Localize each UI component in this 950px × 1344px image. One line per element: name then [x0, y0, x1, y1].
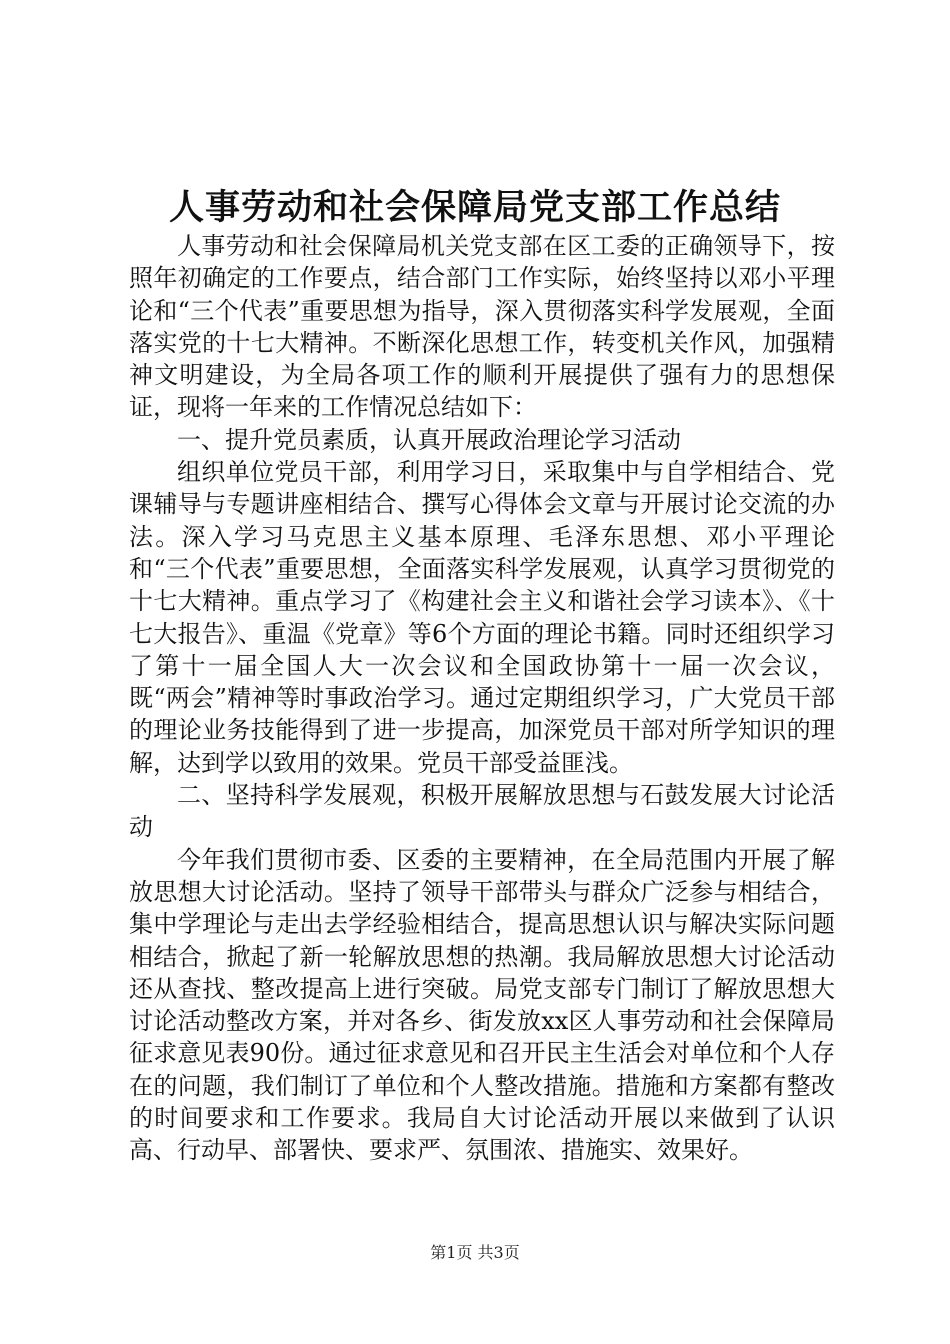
- page-footer: 第1页 共3页: [430, 1243, 520, 1262]
- section-heading-2: 二、坚持科学发展观，积极开展解放思想与石鼓发展大讨论活动: [129, 781, 835, 842]
- document-title: 人事劳动和社会保障局党支部工作总结: [168, 187, 781, 228]
- intro-paragraph: 人事劳动和社会保障局机关党支部在区工委的正确领导下，按照年初确定的工作要点，结合部门工作实际，始终坚持以邓小平理论和“三个代表”重要思想为指导，深入贯彻落实科学发展观，全面落实党的十七大精神。不断深化思想工作，转变机关作风，加强精神文明建设，为全局各项工作的顺利开展提供了强有力的思想保证，现将一年来的工作情况总结如下：: [129, 232, 835, 422]
- document-body: [129, 230, 835, 1167]
- section-2-paragraph: 今年我们贯彻市委、区委的主要精神，在全局范围内开展了解放思想大讨论活动。坚持了领导干部带头与群众广泛参与相结合，集中学理论与走出去学经验相结合，提高思想认识与解决实际问题相结合，掀起了新一轮解放思想的热潮。我局解放思想大讨论活动还从查找、整改提高上进行突破。局党支部专门制订了解放思想大讨论活动整改方案，并对各乡、街发放xx区人事劳动和社会保障局征求意见表90份。通过征求意见和召开民主生活会对单位和个人存在的问题，我们制订了单位和个人整改措施。措施和方案都有整改的时间要求和工作要求。我局自大讨论活动开展以来做到了认识高、行动早、部署快、要求严、氛围浓、措施实、效果好。: [129, 845, 835, 1165]
- section-1-paragraph: 组织单位党员干部，利用学习日，采取集中与自学相结合、党课辅导与专题讲座相结合、撰写心得体会文章与开展讨论交流的办法。深入学习马克思主义基本原理、毛泽东思想、邓小平理论和“三个代表”重要思想，全面落实科学发展观，认真学习贯彻党的十七大精神。重点学习了《构建社会主义和谐社会学习读本》、《十七大报告》、重温《党章》等6个方面的理论书籍。同时还组织学习了第十一届全国人大一次会议和全国政协第十一届一次会议，既“两会”精神等时事政治学习。通过定期组织学习，广大党员干部的理论业务技能得到了进一步提高，加深党员干部对所学知识的理解，达到学以致用的效果。党员干部受益匪浅。: [129, 458, 835, 777]
- section-heading-1: 一、提升党员素质，认真开展政治理论学习活动: [177, 425, 681, 454]
